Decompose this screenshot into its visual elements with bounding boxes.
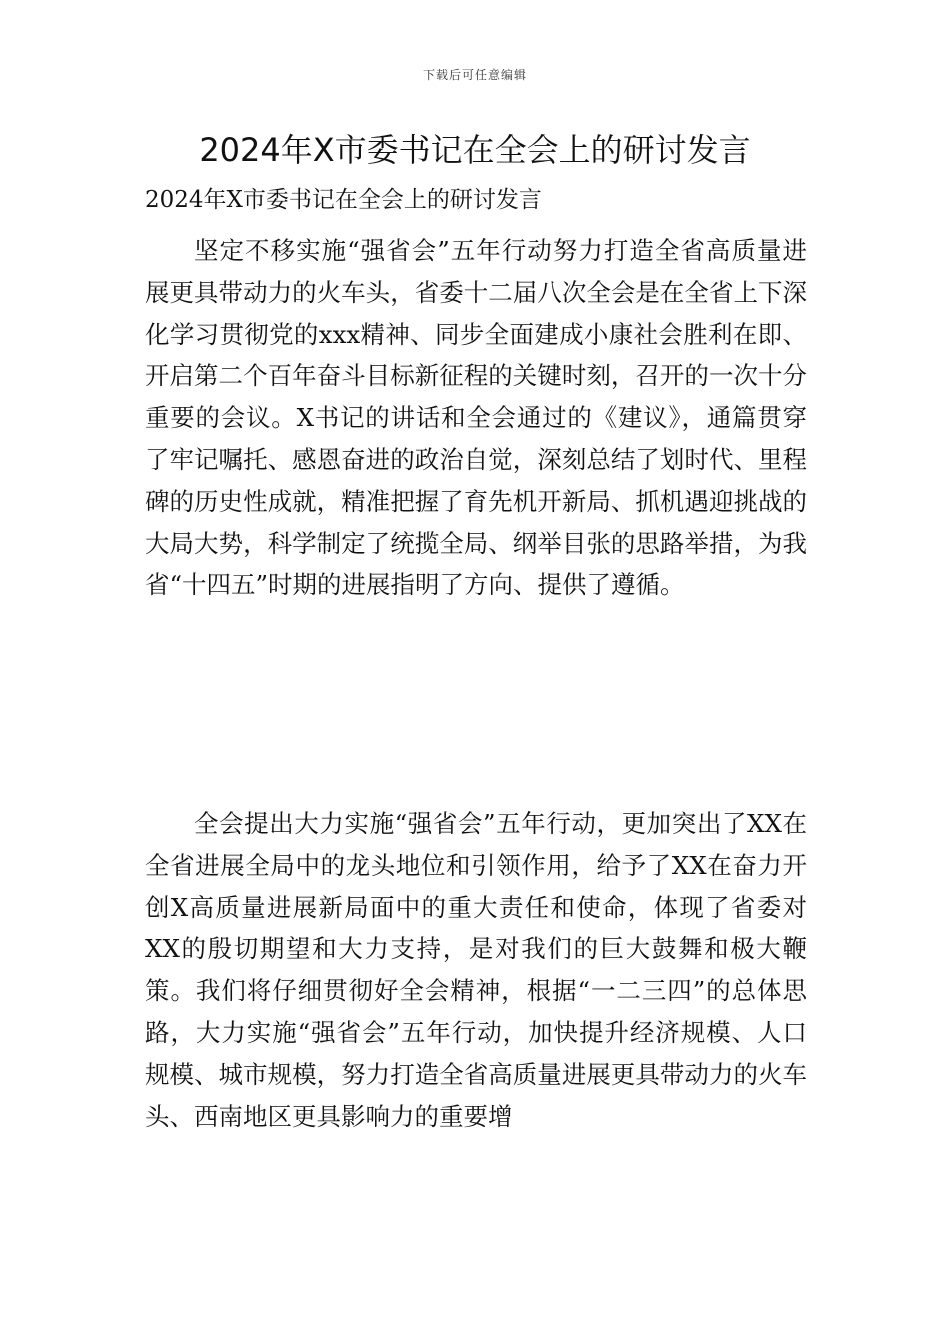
paragraph-1: 坚定不移实施“强省会”五年行动努力打造全省高质量进展更具带动力的火车头，省委十二届八次全会是在全省上下深化学习贯彻党的xxx精神、同步全面建成小康社会胜利在即、开启第二个百年奋斗目标新征程的关键时刻，召开的一次十分重要的会议。X书记的讲话和全会通过的《建议》，通篇贯穿了牢记嘱托、感恩奋进的政治自觉，深刻总结了划时代、里程碑的历史性成就，精准把握了育先机开新局、抓机遇迎挑战的大局大势，科学制定了统揽全局、纲举目张的思路举措，为我省“十四五”时期的进展指明了方向、提供了遵循。 [145,236,807,600]
header-note: 下载后可任意编辑 [422,68,527,82]
document-title: 2024年X市委书记在全会上的研讨发言 [199,131,751,169]
document-subtitle: 2024年X市委书记在全会上的研讨发言 [145,187,542,213]
paragraph-2: 全会提出大力实施“强省会”五年行动，更加突出了XX在全省进展全局中的龙头地位和引领作用，给予了XX在奋力开创X高质量进展新局面中的重大责任和使命，体现了省委对XX的殷切期望和大力支持，是对我们的巨大鼓舞和极大鞭策。我们将仔细贯彻好全会精神，根据“一二三四”的总体思路，大力实施“强省会”五年行动，加快提升经济规模、人口规模、城市规模，努力打造全省高质量进展更具带动力的火车头、西南地区更具影响力的重要增 [145,809,807,1131]
